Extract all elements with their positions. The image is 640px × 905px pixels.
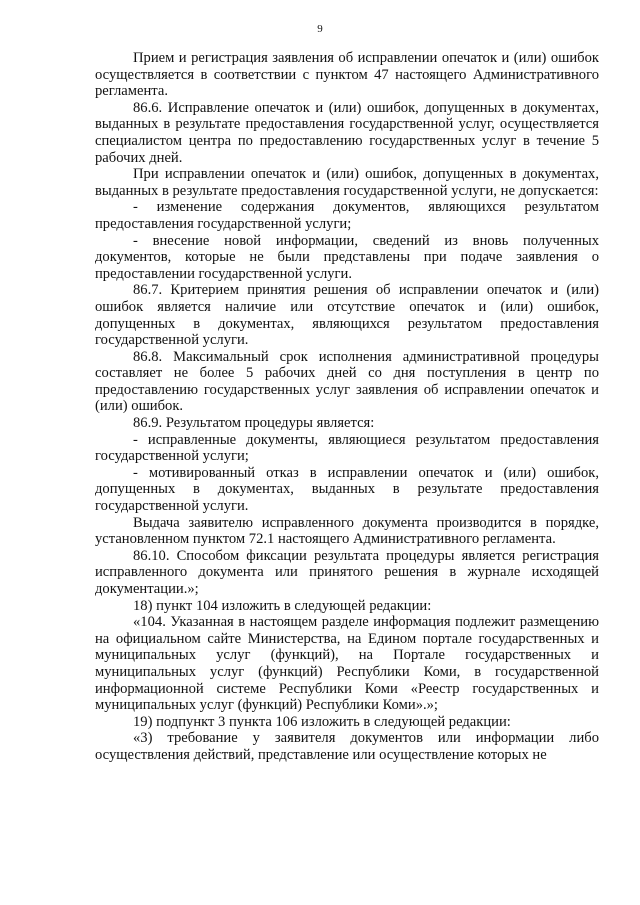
paragraph: 86.8. Максимальный срок исполнения административной процедуры составляет не более 5 рабочих дней со дня поступления в центр по предоставлению государственных услуг заявления об исправлении опечаток и (или) ошибок. — [95, 348, 599, 415]
paragraph: - мотивированный отказ в исправлении опечаток и (или) ошибок, допущенных в документах, выданных в результате предоставления государственной услуги. — [95, 464, 599, 515]
paragraph: «3) требование у заявителя документов или информации либо осуществления действий, представление или осуществление которых не — [95, 730, 599, 763]
paragraph: - внесение новой информации, сведений из вновь полученных документов, которые не были представлены при подаче заявления о предоставлении государственной услуги. — [95, 232, 599, 282]
paragraph: Прием и регистрация заявления об исправлении опечаток и (или) ошибок осуществляется в соответствии с пунктом 47 настоящего Административного регламента. — [95, 50, 599, 100]
paragraph: - исправленные документы, являющиеся результатом предоставления государственной услуги; — [95, 431, 599, 465]
paragraph: При исправлении опечаток и (или) ошибок, допущенных в документах, выданных в результате предоставления государственной услуги, не допускается: — [95, 166, 599, 199]
paragraph: 86.10. Способом фиксации результата процедуры является регистрация исправленного документа или принятого решения в журнале исходящей документации.»; — [95, 547, 599, 597]
paragraph: 19) подпункт 3 пункта 106 изложить в следующей редакции: — [133, 713, 511, 730]
paragraph: 86.7. Критерием принятия решения об исправлении опечаток и (или) ошибок является наличие или отсутствие опечаток и (или) ошибок, допущенных в документах, являющихся результатом предоставления государственной услуги. — [95, 282, 599, 349]
page-number: 9 — [317, 23, 323, 35]
paragraph: Выдача заявителю исправленного документа производится в порядке, установленном пунктом 72.1 настоящего Административного регламента. — [95, 514, 599, 548]
paragraph: «104. Указанная в настоящем разделе информация подлежит размещению на официальном сайте Министерства, на Едином портале государственных и муниципальных услуг (функций), на Портале государственных и муниципальных услуг (функций) Республики Коми, в государственной информационной системе Республики Коми «Реестр государственных и муниципальных услуг (функций) Республики Коми».»; — [95, 614, 599, 714]
paragraph: 86.9. Результатом процедуры является: — [133, 415, 375, 432]
paragraph: 18) пункт 104 изложить в следующей редакции: — [133, 597, 432, 614]
document-body — [95, 50, 599, 764]
paragraph: 86.6. Исправление опечаток и (или) ошибок, допущенных в документах, выданных в результате предоставления государственной услуг, осуществляется специалистом центра по предоставлению государственных услуг в течение 5 рабочих дней. — [95, 99, 599, 166]
paragraph: - изменение содержания документов, являющихся результатом предоставления государственной услуги; — [95, 199, 599, 232]
